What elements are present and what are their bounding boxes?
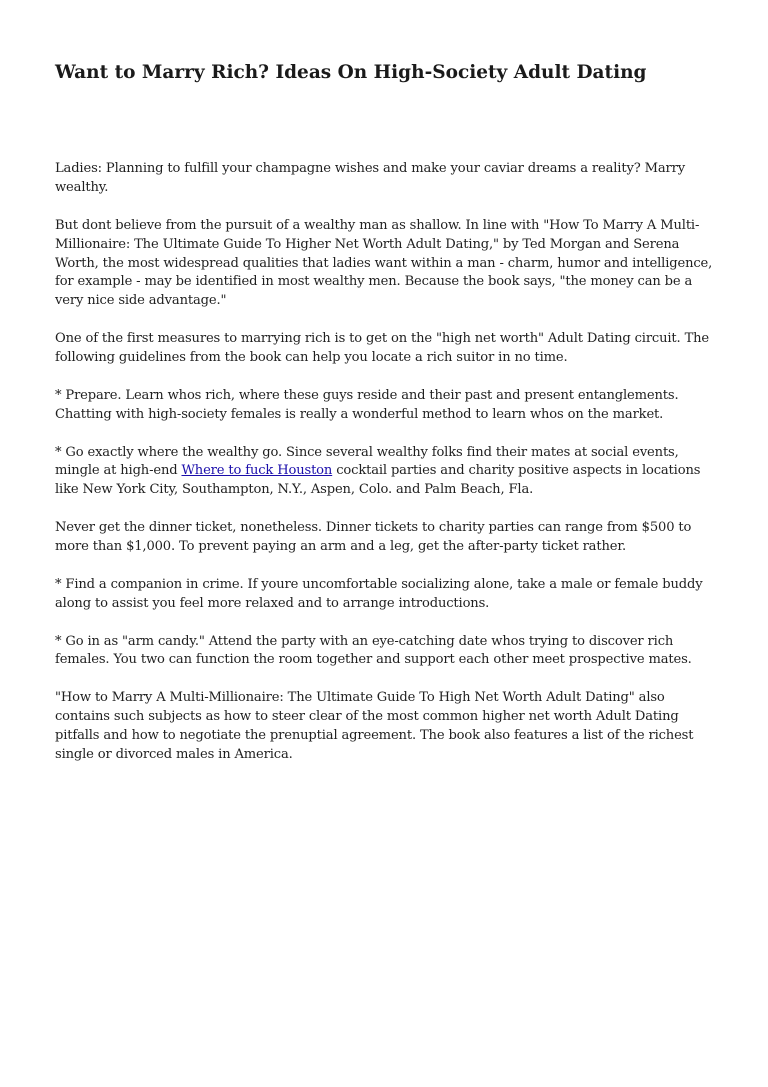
document-title: Want to Marry Rich? Ideas On High-Society Adult Dating [55, 62, 647, 83]
document-body [55, 160, 717, 784]
paragraph-go-where-text-after: cocktail parties and charity positive aspects in locations like New York City, Southampton, N.Y., Aspen, Colo. and Palm Beach, Fla. [55, 463, 701, 498]
paragraph-go-where [55, 444, 717, 501]
paragraph-arm-candy: * Go in as "arm candy." Attend the party with an eye-catching date whos trying to discover rich females. You two can function the room together and support each other meet prospective mates. [55, 633, 692, 668]
paragraph-prepare: * Prepare. Learn whos rich, where these guys reside and their past and present entanglements. Chatting with high-society females is really a wonderful method to learn whos on the market. [55, 387, 679, 422]
paragraph-go-where-text-before: * Go exactly where the wealthy go. Since several wealthy folks find their mates at social events, mingle at high-end [55, 444, 679, 479]
paragraph-first-measures: One of the first measures to marrying rich is to get on the "high net worth" Adult Dating circuit. The following guidelines from the book can help you locate a rich suitor in no time. [55, 331, 710, 366]
paragraph-book-summary: "How to Marry A Multi-Millionaire: The Ultimate Guide To High Net Worth Adult Dating" also contains such subjects as how to steer clear of the most common higher net worth Adult Dating pitfalls and how to negotiate the prenuptial agreement. The book also features a list of the richest single or divorced males in America. [55, 690, 694, 762]
paragraph-companion: * Find a companion in crime. If youre uncomfortable socializing alone, take a male or female buddy along to assist you feel more relaxed and to arrange introductions. [55, 576, 703, 611]
paragraph-intro: Ladies: Planning to fulfill your champagne wishes and make your caviar dreams a reality? Marry wealthy. [55, 161, 685, 195]
paragraph-dinner-ticket: Never get the dinner ticket, nonetheless. Dinner tickets to charity parties can range from $500 to more than $1,000. To prevent paying an arm and a leg, get the after-party ticket rather. [55, 520, 692, 555]
houston-link[interactable]: Where to fuck Houston [181, 463, 333, 479]
paragraph-shallow: But dont believe from the pursuit of a wealthy man as shallow. In line with "How To Marry A Multi-Millionaire: The Ultimate Guide To Higher Net Worth Adult Dating," by Ted Morgan and Serena Worth, the most widespread qualities that ladies want within a man - charm, humor and intelligence, for example - may be identified in most wealthy men. Because the book says, "the money can be a very nice side advantage." [55, 217, 713, 309]
